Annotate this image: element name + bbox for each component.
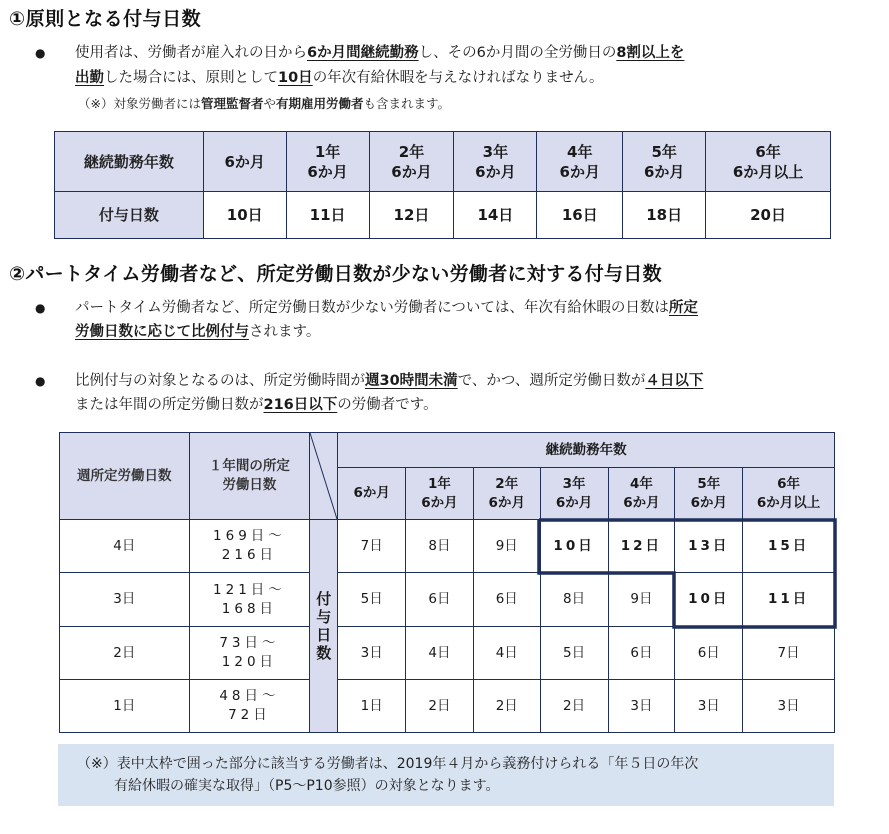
table-cell: 9日 — [473, 520, 540, 573]
label: 72日 — [228, 707, 271, 723]
emphasis: 有期雇用労働者 — [276, 96, 364, 111]
text: （※）対象労働者には — [78, 96, 201, 111]
table-cell: 18日 — [623, 192, 706, 239]
bullet-icon: ● — [35, 374, 46, 388]
table-cell: 14日 — [454, 192, 537, 239]
label: 労働日数 — [222, 477, 277, 493]
label: 6か月 — [555, 494, 593, 511]
table-cell: 6日 — [608, 627, 675, 680]
label: 6か月 — [353, 485, 390, 502]
label: 6か月 — [224, 152, 265, 171]
label: 120日 — [221, 654, 278, 670]
label-char: 数 — [316, 644, 332, 662]
label-char: 日 — [316, 626, 332, 644]
label: 3年 — [482, 142, 509, 161]
label: 6か月 — [421, 494, 458, 511]
label: 48日～ — [219, 688, 280, 704]
table-cell: 8日 — [540, 573, 608, 627]
table-cell: 13日 — [675, 520, 743, 573]
section2-heading: ②パートタイム労働者など、所定労働日数が少ない労働者に対する付与日数 — [9, 263, 662, 285]
table-cell: 6日 — [473, 573, 540, 627]
table-cell: 2日 — [406, 680, 474, 733]
table-cell: 3日 — [675, 680, 743, 733]
table-cell: 6日 — [675, 627, 743, 680]
table-cell: 8日 — [406, 520, 474, 573]
emphasis: 216日以下 — [263, 397, 338, 413]
highlight-frame-outline — [539, 520, 835, 627]
bullet-icon: ● — [35, 301, 46, 315]
label: 5年 — [651, 142, 677, 161]
table-cell: 11日 — [286, 192, 369, 239]
label: 6か月 — [475, 162, 516, 181]
text: の労働者です。 — [337, 397, 438, 413]
label: 1年 — [314, 142, 341, 161]
table-cell: 1日 — [338, 680, 406, 733]
label: 2年 — [495, 475, 519, 492]
label: 6か月 — [559, 162, 600, 181]
label: 4年 — [629, 475, 653, 492]
table-cell: 15日 — [743, 520, 835, 573]
table-cell: 2日 — [473, 680, 540, 733]
column-header-years: 継続勤務年数 — [338, 433, 835, 468]
row-header: 付与日数 — [55, 192, 204, 239]
table-cell: 12日 — [369, 192, 454, 239]
emphasis: 所定 — [668, 300, 698, 316]
label: 6か月 — [623, 494, 660, 511]
label: 6か月 — [643, 162, 685, 181]
text: されます。 — [249, 324, 321, 340]
table-cell: 16日 — [537, 192, 623, 239]
table-cell: 10日 — [540, 520, 608, 573]
label: 6か月 — [391, 162, 432, 181]
table-cell: 7日 — [338, 520, 406, 573]
text: で、かつ、週所定労働日数が — [457, 373, 646, 389]
weekly-days: 1日 — [60, 680, 190, 733]
label: 6年 — [755, 142, 781, 161]
table-cell: 3日 — [608, 680, 675, 733]
label-char: 与 — [316, 608, 332, 626]
text: 比例付与の対象となるのは、所定労働時間が — [75, 373, 365, 389]
label: 216日 — [221, 547, 278, 563]
table-cell: 5日 — [338, 573, 406, 627]
label: 1年 — [428, 475, 451, 492]
text: の年次有給休暇を与えなければなりません。 — [312, 70, 604, 86]
label: 121日～ — [213, 581, 286, 598]
table-cell: 12日 — [608, 520, 675, 573]
table-cell: 11日 — [743, 573, 835, 627]
emphasis: 6か月間継続勤務 — [307, 45, 419, 61]
emphasis: 労働日数に応じて比例付与 — [75, 324, 249, 340]
weekly-days: 3日 — [60, 573, 190, 627]
label: 6か月 — [690, 494, 727, 511]
weekly-days: 2日 — [60, 627, 190, 680]
emphasis: 10日 — [278, 70, 313, 86]
table-cell: 9日 — [608, 573, 675, 627]
label: 6か月 — [307, 162, 348, 181]
bullet-icon: ● — [35, 46, 46, 60]
note-line: 有給休暇の確実な取得」（P5～P10参照）の対象となります。 — [114, 778, 500, 794]
text: や — [263, 96, 277, 111]
label: 168日 — [221, 600, 278, 617]
row-header: 継続勤務年数 — [55, 132, 204, 192]
table-cell: 7日 — [743, 627, 835, 680]
label-char: 付 — [316, 590, 332, 608]
text: パートタイム労働者など、所定労働日数が少ない労働者については、年次有給休暇の日数は — [75, 300, 669, 316]
label: １年間の所定 — [208, 458, 290, 474]
section1-heading: ①原則となる付与日数 — [9, 8, 202, 30]
label: 6年 — [777, 475, 801, 492]
table-cell: 6日 — [406, 573, 474, 627]
weekly-days: 4日 — [60, 520, 190, 573]
table-cell: 3日 — [743, 680, 835, 733]
label: 2年 — [398, 142, 425, 161]
text: した場合には、原則として — [104, 70, 278, 86]
table-cell: 10日 — [203, 192, 286, 239]
emphasis: 出勤 — [75, 70, 104, 86]
label: 6か月 — [488, 494, 525, 511]
table-cell: 3日 — [338, 627, 406, 680]
text: または年間の所定労働日数が — [75, 397, 264, 413]
text: 使用者は、労働者が雇入れの日から — [75, 45, 307, 61]
label: 6か月以上 — [732, 162, 804, 181]
table-cell: 4日 — [406, 627, 474, 680]
table-cell: 20日 — [706, 192, 831, 239]
emphasis: 週30時間未満 — [365, 373, 458, 389]
emphasis: 8割以上を — [616, 45, 685, 61]
label: 3年 — [562, 475, 586, 492]
label: 4年 — [567, 142, 593, 161]
note-line: （※）表中太枠で囲った部分に該当する労働者は、2019年４月から義務付けられる「年５日の年次 — [77, 756, 699, 772]
table-cell: 4日 — [473, 627, 540, 680]
table-cell: 2日 — [540, 680, 608, 733]
table-cell: 10日 — [675, 573, 743, 627]
column-header-weekly: 週所定労働日数 — [60, 433, 190, 520]
label: 73日～ — [219, 635, 280, 651]
emphasis: ４日以下 — [645, 373, 704, 389]
emphasis: 管理監督者 — [200, 96, 264, 111]
label: 6か月以上 — [756, 494, 821, 511]
section2-note — [58, 744, 834, 806]
text: し、その6か月間の全労働日の — [418, 45, 617, 61]
table-cell: 5日 — [540, 627, 608, 680]
text: も含まれます。 — [363, 96, 451, 111]
label: 5年 — [697, 475, 721, 492]
label: 169日～ — [213, 528, 286, 544]
